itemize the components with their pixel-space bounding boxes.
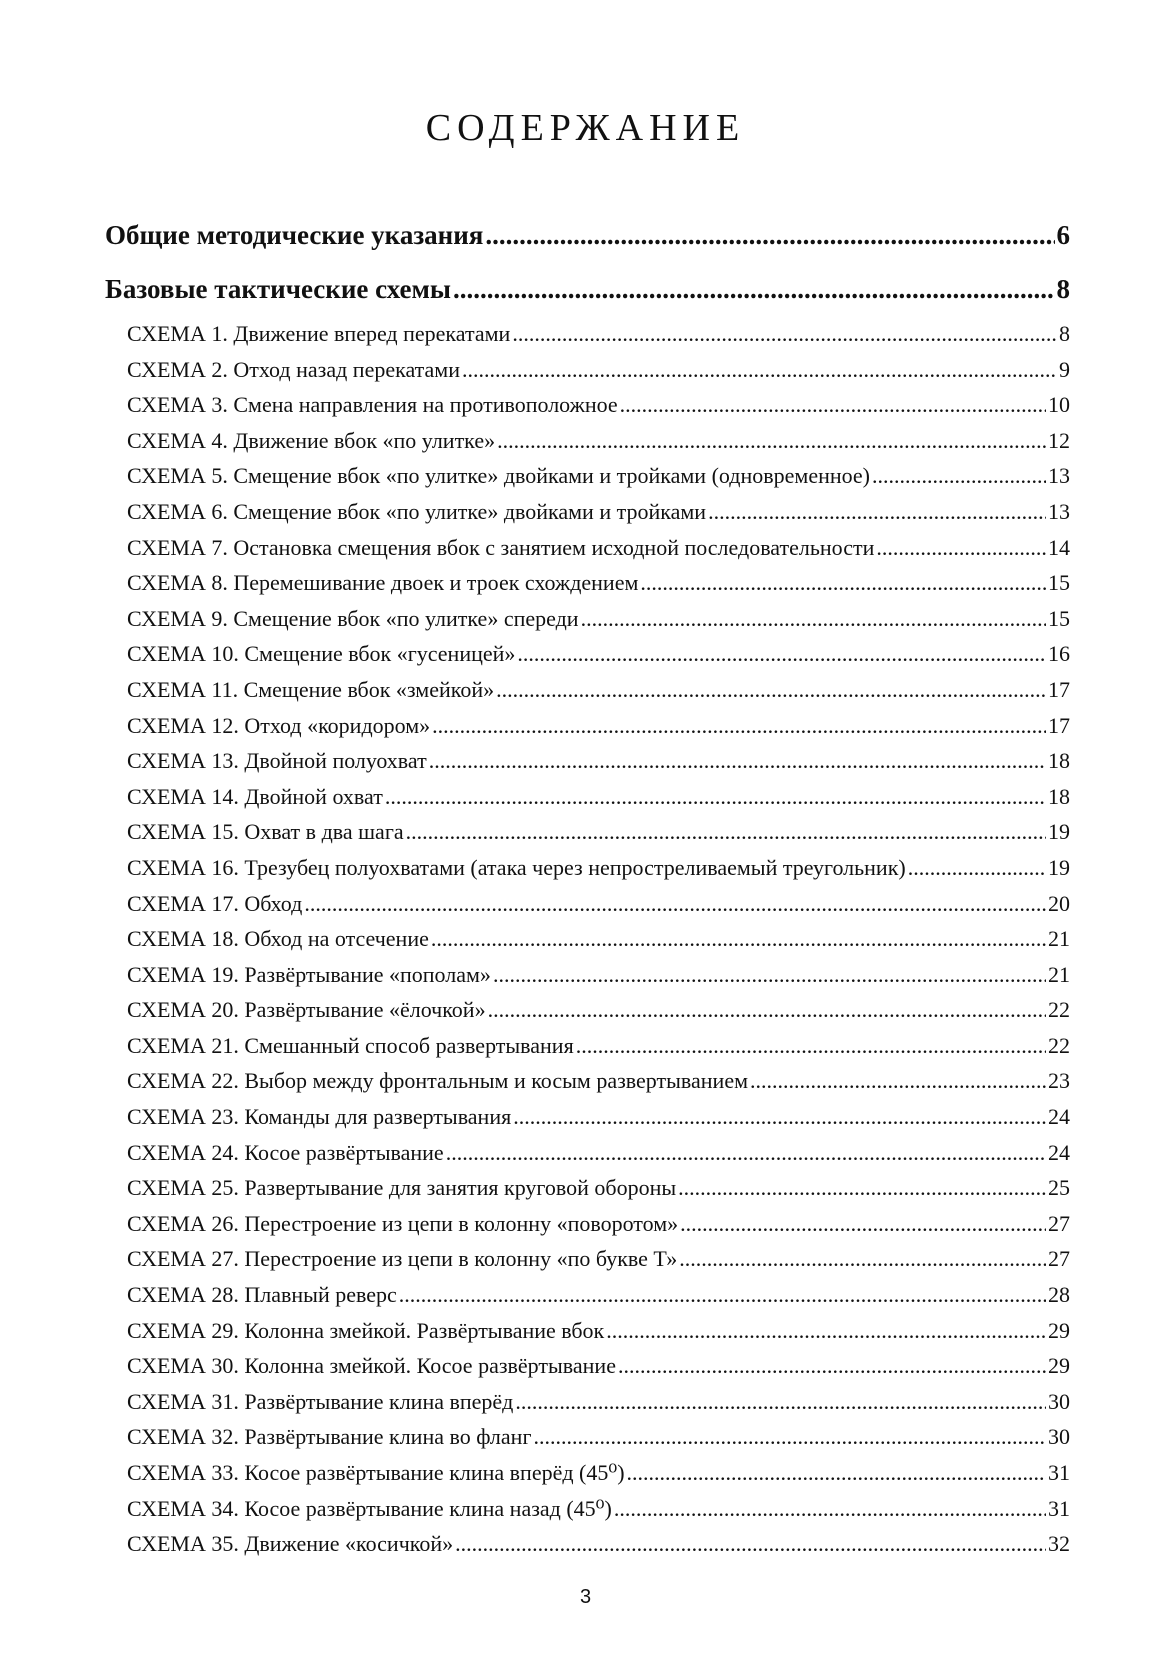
toc-item-label: СХЕМА 25. Развертывание для занятия круговой обороны [127, 1175, 677, 1201]
toc-item-label: СХЕМА 4. Движение вбок «по улитке» [127, 427, 496, 453]
toc-item [105, 494, 1070, 530]
toc-item-page: 21 [1048, 961, 1070, 987]
toc-item [105, 1384, 1070, 1420]
toc-item-label: СХЕМА 3. Смена направления на противоположное [127, 392, 618, 418]
toc-item [105, 458, 1070, 494]
toc-item-page: 22 [1048, 1032, 1070, 1058]
toc-item-page: 12 [1048, 427, 1070, 453]
toc-section-page: 8 [1056, 274, 1070, 304]
toc-item-page: 16 [1048, 641, 1070, 667]
toc-item-label: СХЕМА 10. Смещение вбок «гусеницей» [127, 641, 516, 667]
dot-leader [455, 1526, 1046, 1562]
toc-item-label: СХЕМА 9. Смещение вбок «по улитке» спереди [127, 605, 579, 631]
toc-item-page: 31 [1048, 1460, 1070, 1485]
toc-item-page: 13 [1048, 498, 1070, 524]
toc-item-label: СХЕМА 26. Перестроение из цепи в колонну «поворотом» [127, 1210, 679, 1236]
toc-item-label: СХЕМА 19. Развёртывание «пополам» [127, 961, 491, 987]
toc-item [105, 1313, 1070, 1349]
dot-leader [399, 1277, 1046, 1313]
toc-item-label: СХЕМА 11. Смещение вбок «змейкой» [127, 676, 495, 702]
toc-item-label: СХЕМА 28. Плавный реверс [127, 1282, 397, 1308]
toc-item-label: СХЕМА 31. Развёртывание клина вперёд [127, 1388, 514, 1414]
toc-item [105, 1526, 1070, 1562]
toc-item-label: СХЕМА 20. Развёртывание «ёлочкой» [127, 997, 486, 1023]
toc-item-page: 30 [1048, 1388, 1070, 1414]
toc-item [105, 886, 1070, 922]
dot-leader [429, 743, 1046, 779]
toc-item [105, 423, 1070, 459]
dot-leader [606, 1313, 1046, 1349]
toc-item [105, 1028, 1070, 1064]
dot-leader [485, 208, 1054, 262]
toc-item-label: СХЕМА 12. Отход «коридором» [127, 712, 431, 738]
toc-item [105, 316, 1070, 352]
dot-leader [406, 814, 1046, 850]
dot-leader [876, 530, 1046, 566]
dot-leader [453, 262, 1054, 316]
dot-leader [517, 636, 1046, 672]
toc-item [105, 1419, 1070, 1455]
toc-item [105, 1206, 1070, 1242]
toc-item-page: 15 [1048, 570, 1070, 596]
toc-item-page: 22 [1048, 997, 1070, 1023]
toc-item-label: СХЕМА 22. Выбор между фронтальным и косым развертыванием [127, 1068, 749, 1094]
dot-leader [576, 1028, 1046, 1064]
toc-item [105, 814, 1070, 850]
dot-leader [620, 387, 1046, 423]
dot-leader [493, 957, 1046, 993]
toc-item-page: 17 [1048, 676, 1070, 702]
toc-item-page: 14 [1048, 534, 1070, 560]
dot-leader [431, 921, 1046, 957]
toc-section-label: Базовые тактические схемы [105, 274, 452, 304]
toc-item-page: 31 [1048, 1495, 1070, 1521]
toc-item-label: СХЕМА 23. Команды для развертывания [127, 1104, 512, 1130]
toc-item-label: СХЕМА 35. Движение «косичкой» [127, 1531, 454, 1557]
toc-item-page: 8 [1059, 321, 1070, 346]
dot-leader [908, 850, 1046, 886]
dot-leader [432, 708, 1046, 744]
toc-item-label: СХЕМА 27. Перестроение из цепи в колонну «по букве Т» [127, 1246, 678, 1272]
dot-leader [533, 1419, 1046, 1455]
toc-section [105, 208, 1070, 262]
toc-item-page: 21 [1048, 926, 1070, 952]
toc-item-page: 24 [1048, 1104, 1070, 1130]
toc-item [105, 530, 1070, 566]
toc-item-page: 9 [1059, 356, 1070, 382]
toc-item [105, 1241, 1070, 1277]
toc-item [105, 565, 1070, 601]
toc-item-label: СХЕМА 8. Перемешивание двоек и троек схождением [127, 570, 639, 596]
toc-item [105, 1277, 1070, 1313]
toc-item-label: СХЕМА 13. Двойной полуохват [127, 748, 427, 774]
toc-item-label: СХЕМА 18. Обход на отсечение [127, 926, 429, 952]
dot-leader [304, 886, 1046, 922]
toc-item-label: СХЕМА 33. Косое развёртывание клина вперёд (45⁰) [127, 1460, 625, 1485]
toc-item [105, 850, 1070, 886]
dot-leader [496, 672, 1046, 708]
toc-item [105, 1099, 1070, 1135]
dot-leader [446, 1135, 1046, 1171]
toc-item-label: СХЕМА 5. Смещение вбок «по улитке» двойками и тройками (одновременное) [127, 463, 870, 489]
toc-item-page: 25 [1048, 1175, 1070, 1201]
toc-item-label: СХЕМА 24. Косое развёртывание [127, 1139, 444, 1165]
dot-leader [627, 1455, 1046, 1491]
toc-item-page: 24 [1048, 1139, 1070, 1165]
toc-item-page: 23 [1048, 1068, 1070, 1094]
toc-item [105, 992, 1070, 1028]
dot-leader [872, 458, 1046, 494]
dot-leader [679, 1241, 1046, 1277]
toc-item [105, 601, 1070, 637]
dot-leader [513, 1099, 1046, 1135]
toc-item-page: 27 [1048, 1246, 1070, 1272]
dot-leader [385, 779, 1046, 815]
toc-item-page: 19 [1048, 819, 1070, 845]
dot-leader [678, 1170, 1046, 1206]
toc-item [105, 672, 1070, 708]
dot-leader [515, 1384, 1046, 1420]
toc-item [105, 1135, 1070, 1171]
toc-item-label: СХЕМА 16. Трезубец полуохватами (атака через непростреливаемый треугольник) [127, 854, 906, 880]
dot-leader [488, 992, 1046, 1028]
dot-leader [462, 352, 1057, 388]
toc-item-page: 28 [1048, 1282, 1070, 1308]
toc-item-label: СХЕМА 14. Двойной охват [127, 783, 383, 809]
dot-leader [512, 316, 1057, 352]
toc-item [105, 352, 1070, 388]
toc-item [105, 1348, 1070, 1384]
toc-item [105, 708, 1070, 744]
toc-item [105, 1491, 1070, 1527]
dot-leader [640, 565, 1046, 601]
toc-section [105, 262, 1070, 316]
dot-leader [618, 1348, 1046, 1384]
page-title: СОДЕРЖАНИЕ [425, 107, 746, 149]
toc-item-page: 32 [1048, 1531, 1070, 1557]
dot-leader [680, 1206, 1046, 1242]
toc-item-label: СХЕМА 21. Смешанный способ развертывания [127, 1032, 574, 1058]
page-number: 3 [579, 1586, 592, 1608]
toc-item-page: 20 [1048, 890, 1070, 916]
toc-item [105, 779, 1070, 815]
toc-item-label: СХЕМА 6. Смещение вбок «по улитке» двойками и тройками [127, 498, 707, 524]
toc-item-label: СХЕМА 29. Колонна змейкой. Развёртывание вбок [127, 1317, 605, 1343]
toc-item-page: 30 [1048, 1424, 1070, 1450]
toc-item-page: 19 [1048, 854, 1070, 880]
toc-item-label: СХЕМА 7. Остановка смещения вбок с занятием исходной последовательности [127, 534, 875, 560]
toc-item-label: СХЕМА 1. Движение вперед перекатами [127, 321, 511, 346]
toc-item-page: 27 [1048, 1210, 1070, 1236]
toc-item [105, 1063, 1070, 1099]
toc-item-label: СХЕМА 32. Развёртывание клина во фланг [127, 1424, 532, 1450]
toc-item-page: 18 [1048, 748, 1070, 774]
dot-leader [708, 494, 1046, 530]
toc-item [105, 743, 1070, 779]
toc-item [105, 921, 1070, 957]
toc-item [105, 1170, 1070, 1206]
table-of-contents [105, 208, 1070, 1562]
dot-leader [750, 1063, 1046, 1099]
toc-section-page: 6 [1056, 220, 1070, 250]
toc-item-page: 15 [1048, 605, 1070, 631]
dot-leader [581, 601, 1046, 637]
toc-item-label: СХЕМА 15. Охват в два шага [127, 819, 404, 845]
toc-item-page: 13 [1048, 463, 1070, 489]
toc-item-page: 10 [1048, 392, 1070, 418]
toc-item-page: 18 [1048, 783, 1070, 809]
toc-item [105, 387, 1070, 423]
toc-item-page: 29 [1048, 1353, 1070, 1379]
toc-item-label: СХЕМА 30. Колонна змейкой. Косое развёртывание [127, 1353, 616, 1379]
toc-item-label: СХЕМА 34. Косое развёртывание клина назад (45⁰) [127, 1495, 612, 1521]
dot-leader [497, 423, 1046, 459]
toc-item [105, 1455, 1070, 1491]
toc-item [105, 636, 1070, 672]
toc-item-label: СХЕМА 2. Отход назад перекатами [127, 356, 460, 382]
toc-section-label: Общие методические указания [105, 220, 484, 250]
toc-item-label: СХЕМА 17. Обход [127, 890, 303, 916]
toc-item [105, 957, 1070, 993]
toc-item-page: 17 [1048, 712, 1070, 738]
toc-item-page: 29 [1048, 1317, 1070, 1343]
dot-leader [614, 1491, 1046, 1527]
